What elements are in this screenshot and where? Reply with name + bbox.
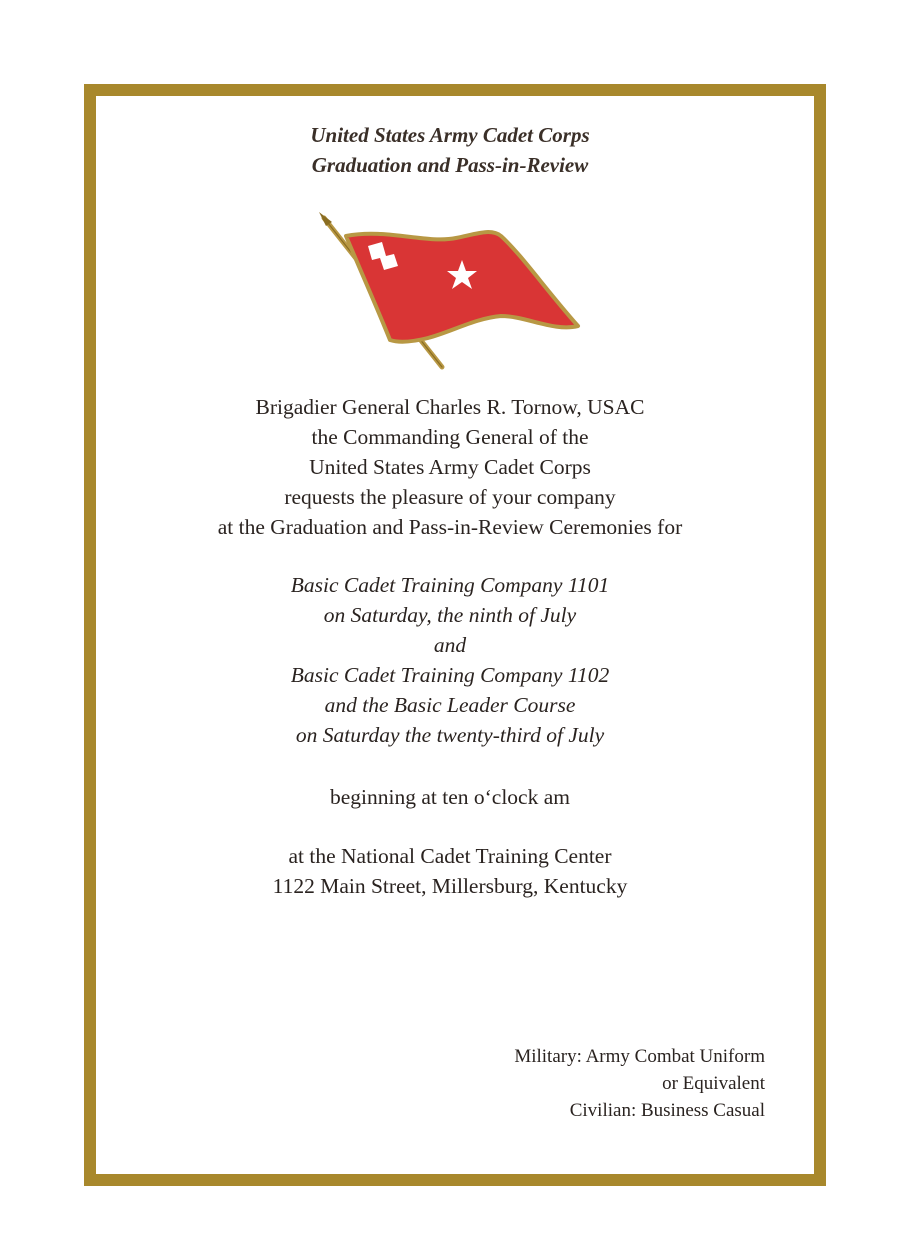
attire-military-alt: or Equivalent [662,1073,765,1094]
request-line-1: requests the pleasure of your company [284,485,616,509]
event-date-1: on Saturday, the ninth of July [323,603,577,627]
host-organization: United States Army Cadet Corps [309,455,591,479]
event-conjunction: and [433,633,467,657]
header-title-line1: United States Army Cadet Corps [310,123,590,147]
venue-name: at the National Cadet Training Center [288,844,612,868]
event-company-1101: Basic Cadet Training Company 1101 [290,573,610,597]
general-officer-flag-icon [316,212,586,372]
host-name: Brigadier General Charles R. Tornow, USAC [255,395,645,419]
event-company-1102: Basic Cadet Training Company 1102 [290,663,610,687]
request-line-2: at the Graduation and Pass-in-Review Ceremonies for [217,515,683,539]
attire-civilian: Civilian: Business Casual [569,1100,765,1121]
header-title-line2: Graduation and Pass-in-Review [311,153,589,177]
event-leader-course: and the Basic Leader Course [324,693,576,717]
venue-address: 1122 Main Street, Millersburg, Kentucky [272,874,628,898]
host-title: the Commanding General of the [311,425,589,449]
start-time: beginning at ten o‘clock am [329,785,570,809]
event-date-2: on Saturday the twenty-third of July [295,723,605,747]
attire-military: Military: Army Combat Uniform [514,1046,765,1067]
